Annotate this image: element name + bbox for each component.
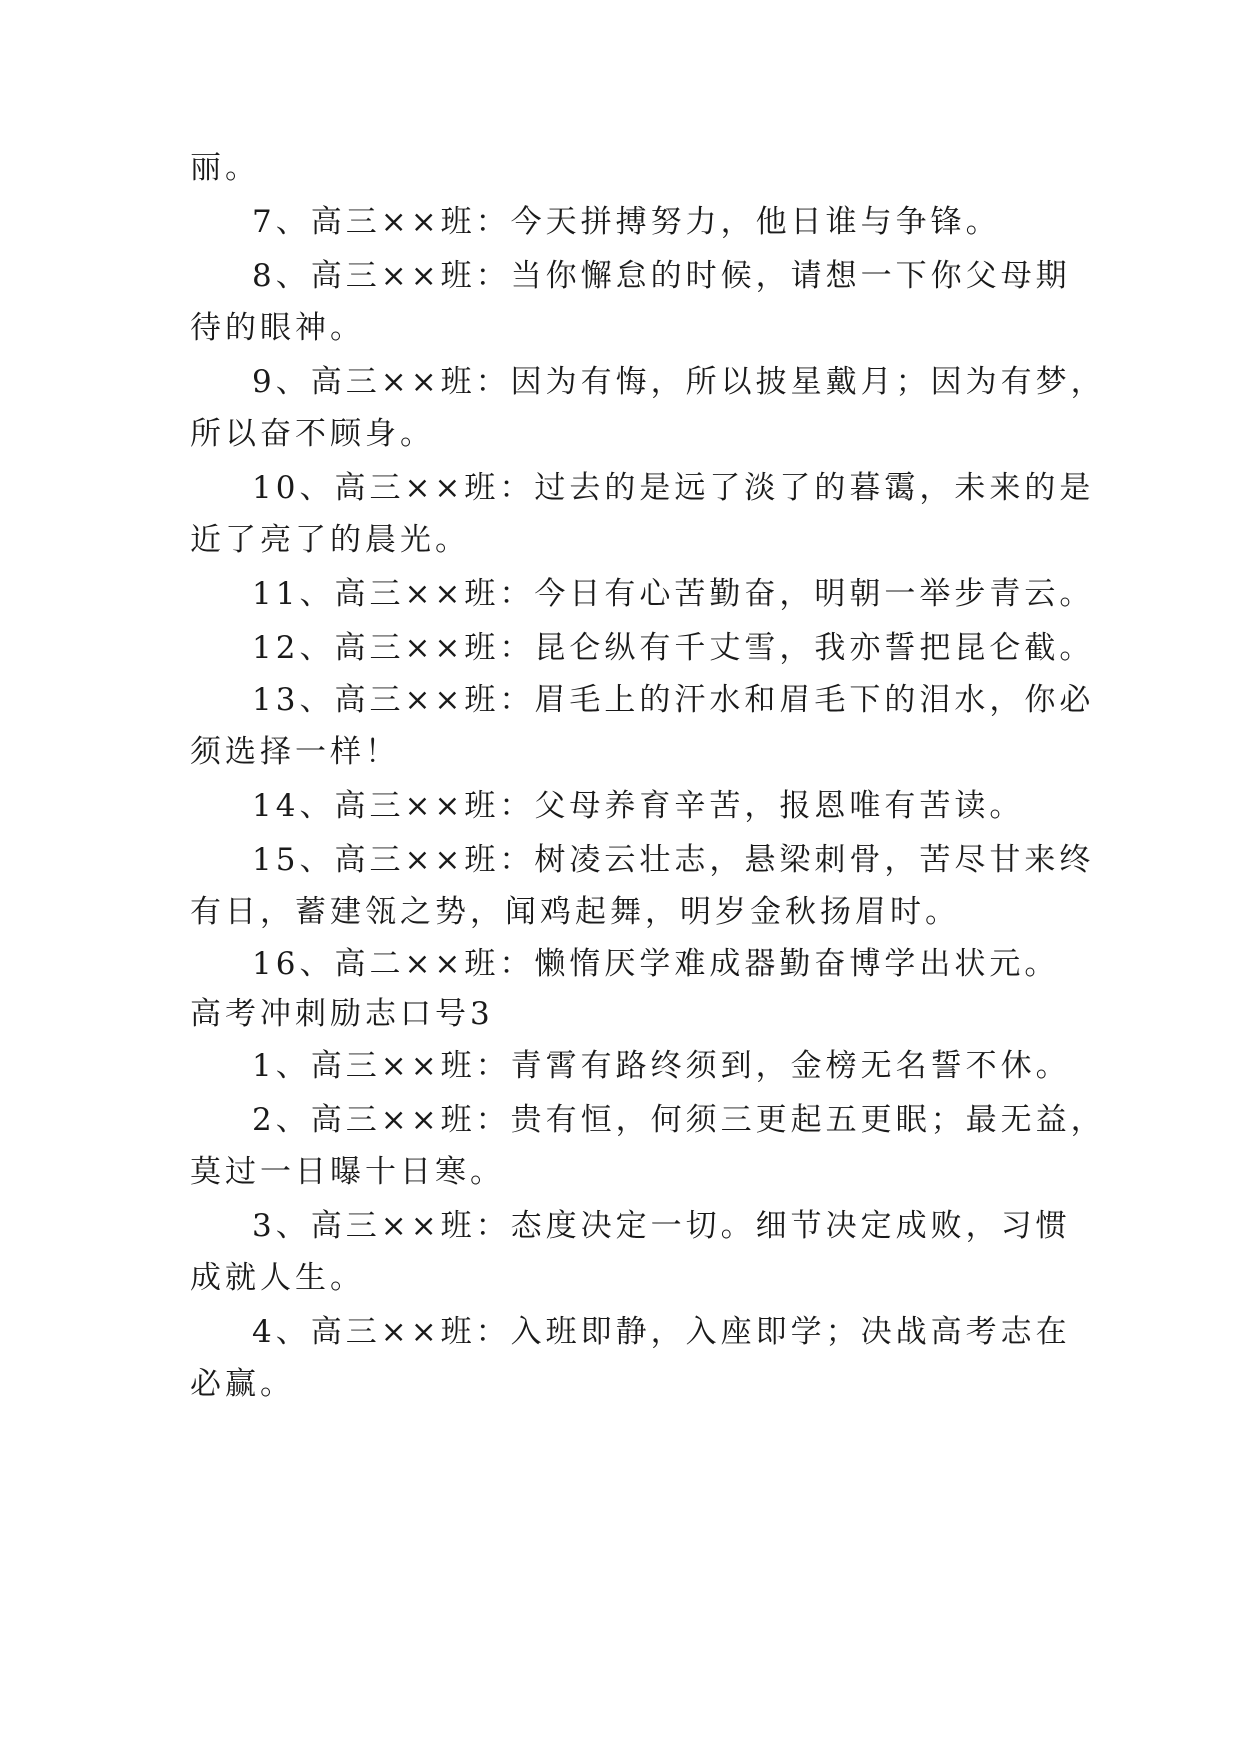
text-line: 必赢。	[190, 1366, 295, 1402]
text-line: 莫过一日曝十日寒。	[190, 1154, 505, 1190]
text-line: 近了亮了的晨光。	[190, 522, 470, 558]
slogan-item: 2、高三××班：贵有恒，何须三更起五更眠；最无益，	[252, 1102, 1106, 1138]
slogan-item: 15、高三××班：树凌云壮志，悬梁刺骨，苦尽甘来终	[252, 842, 1095, 878]
slogan-item: 12、高三××班：昆仑纵有千丈雪，我亦誓把昆仑截。	[252, 630, 1095, 666]
section-heading: 高考冲刺励志口号3	[190, 996, 494, 1032]
slogan-item: 9、高三××班：因为有悔，所以披星戴月；因为有梦，	[252, 364, 1106, 400]
slogan-item: 10、高三××班：过去的是远了淡了的暮霭，未来的是	[252, 470, 1095, 506]
text-line: 丽。	[190, 150, 260, 186]
slogan-item: 14、高三××班：父母养育辛苦，报恩唯有苦读。	[252, 788, 1025, 824]
slogan-item: 3、高三××班：态度决定一切。细节决定成败，习惯	[252, 1208, 1071, 1244]
slogan-item: 13、高三××班：眉毛上的汗水和眉毛下的泪水，你必	[252, 682, 1095, 718]
slogan-item: 1、高三××班：青霄有路终须到，金榜无名誓不休。	[252, 1048, 1071, 1084]
text-line: 须选择一样！	[190, 734, 400, 770]
text-line: 有日，蓄建瓴之势，闻鸡起舞，明岁金秋扬眉时。	[190, 894, 960, 930]
slogan-item: 4、高三××班：入班即静，入座即学；决战高考志在	[252, 1314, 1071, 1350]
text-line: 成就人生。	[190, 1260, 365, 1296]
slogan-item: 7、高三××班：今天拼搏努力，他日谁与争锋。	[252, 204, 1001, 240]
slogan-item: 16、高二××班：懒惰厌学难成器勤奋博学出状元。	[252, 946, 1060, 982]
text-line: 所以奋不顾身。	[190, 416, 435, 452]
slogan-item: 11、高三××班：今日有心苦勤奋，明朝一举步青云。	[252, 576, 1095, 612]
slogan-item: 8、高三××班：当你懈怠的时候，请想一下你父母期	[252, 258, 1071, 294]
text-line: 待的眼神。	[190, 310, 365, 346]
